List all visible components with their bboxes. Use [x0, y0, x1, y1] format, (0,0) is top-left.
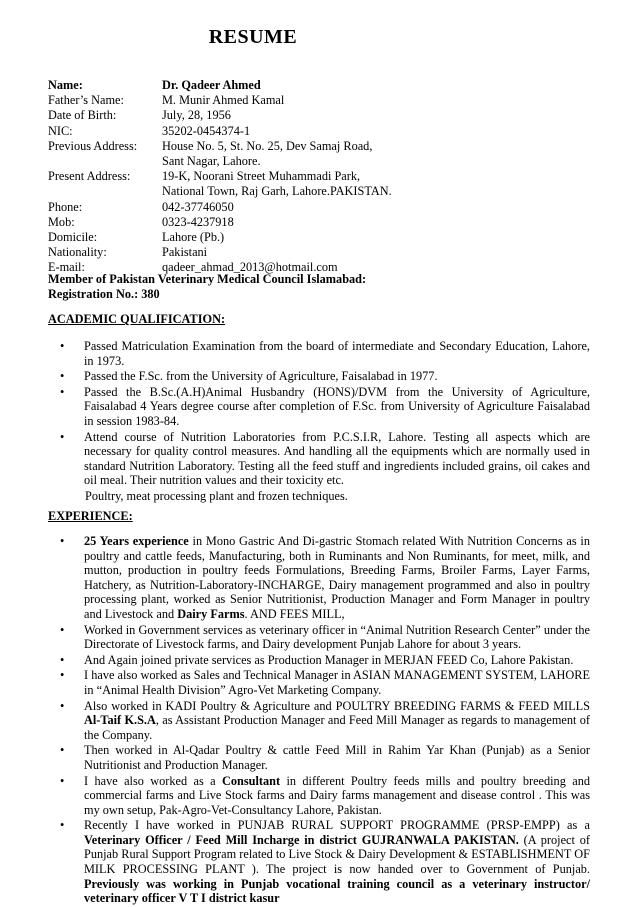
- info-value: Lahore (Pb.): [162, 230, 225, 245]
- text-run: in Mono Gastric And Di-gastric Stomach related With Nutrition Concerns as in poultry and cattle feeds, Manufacturing, both in Ruminants and Non Ruminants, for meet, milk, and mutton, production in poultry feeds Formulations, Breeding Farms, Broiler Farms, Layer Farms, Hatchery, as Nutrition-Laboratory-INCHARGE, Dairy management programmed and also in poultry processing plant, worked as Senior Nutritionist, Production Manager and Form Manager in poultry and Livestock and: [84, 534, 590, 621]
- info-label: Nationality:: [48, 245, 107, 260]
- list-item: [48, 774, 590, 818]
- bold-text: Veterinary Officer / Feed Mill Incharge in district GUJRANWALA PAKISTAN.: [84, 832, 519, 847]
- info-label: Present Address:: [48, 169, 131, 184]
- info-row-present-address: [48, 169, 608, 199]
- list-item-text: [84, 699, 590, 742]
- info-label: Name:: [48, 78, 83, 92]
- bullet-icon: •: [60, 339, 65, 353]
- info-row-previous-address: [48, 139, 608, 169]
- list-item-text: I have also worked as Sales and Technical Manager in ASIAN MANAGEMENT SYSTEM, LAHORE in “Animal Health Division” Agro-Vet Marketing Company.: [84, 668, 590, 697]
- info-row-mob: [48, 215, 608, 230]
- email-value: qadeer_ahmad_2013@hotmail.com: [162, 260, 338, 275]
- info-label: Phone:: [48, 199, 83, 214]
- info-row-father: [48, 93, 608, 108]
- bold-text: Consultant: [221, 773, 281, 788]
- bullet-icon: •: [60, 429, 65, 444]
- info-label: NIC:: [48, 123, 73, 138]
- list-item-text: Then worked in Al-Qadar Poultry & cattle Feed Mill in Rahim Yar Khan (Punjab) as a Senior Nutritionist and Production Manager.: [84, 743, 590, 772]
- academic-heading: ACADEMIC QUALIFICATION:: [48, 312, 226, 326]
- list-item: [48, 369, 590, 384]
- info-label: Domicile:: [48, 230, 98, 245]
- bold-text: Previously was working in Punjab vocational training council as a veterinary instructor/ veterinary officer V T I district kasur: [84, 876, 590, 906]
- info-value: House No. 5, St. No. 25, Dev Samaj Road, Sant Nagar, Lahore.: [162, 138, 373, 169]
- bold-text: 25 Years experience: [84, 534, 189, 548]
- info-row-domicile: [48, 230, 608, 245]
- info-value: 0323-4237918: [162, 214, 234, 229]
- council-line: Member of Pakistan Veterinary Medical Council Islamabad:: [48, 272, 367, 286]
- list-item-text: [84, 534, 590, 621]
- bullet-icon: •: [60, 369, 65, 384]
- council-membership: [48, 272, 366, 302]
- info-value: Pakistani: [162, 245, 208, 260]
- text-run: (A project of Punjab Rural Support Program related to Live Stock & Dairy Development & ESTABLISHMENT OF MILK PROCESSING PLANT ). The project is now handed over to Government of Punjab.: [84, 832, 590, 877]
- list-item: [48, 623, 590, 652]
- bullet-icon: •: [60, 818, 65, 833]
- list-item: [48, 818, 590, 906]
- bullet-icon: •: [60, 652, 65, 667]
- text-run: in different Poultry feeds mills and poultry breeding and commercial farms and Live Stock farms and Dairy farms management and disease control . This was my own setup, Pak-Agro-Vet-Consultancy Lahore, Pakistan.: [84, 773, 590, 817]
- info-label: Date of Birth:: [48, 108, 117, 123]
- bold-text: Al-Taif K.S.A: [84, 713, 156, 728]
- info-label: Previous Address:: [48, 138, 138, 153]
- bullet-icon: •: [60, 622, 65, 637]
- text-run: Recently I have worked in PUNJAB RURAL SUPPORT PROGRAMME (PRSP-EMPP) as a: [84, 818, 590, 833]
- info-value: 042-37746050: [162, 199, 234, 214]
- list-item-text: Passed the F.Sc. from the University of Agriculture, Faisalabad in 1977.: [84, 369, 438, 384]
- experience-heading: EXPERIENCE:: [48, 509, 133, 523]
- list-item: [48, 430, 590, 488]
- info-row-name: [48, 78, 608, 93]
- list-item: [48, 339, 590, 368]
- info-row-nationality: [48, 245, 608, 260]
- resume-title: [0, 26, 638, 49]
- bullet-icon: •: [60, 534, 65, 548]
- list-item: [48, 743, 590, 772]
- resume-title-text: RESUME: [208, 26, 298, 48]
- list-item-text: [84, 818, 590, 905]
- text-run: Also worked in KADI Poultry & Agriculture and POULTRY BREEDING FARMS & FEED MILLS: [84, 698, 590, 713]
- list-item-text: Worked in Government services as veterinary officer in “Animal Nutrition Research Center” under the Directorate of Livestock farms, and Dairy development Punjab Lahore for about 3 years.: [84, 622, 590, 652]
- list-item-text: [84, 774, 590, 817]
- bullet-icon: •: [60, 773, 65, 788]
- text-run: . AND FEES MILL,: [244, 606, 345, 621]
- academic-list: [48, 339, 590, 504]
- info-value: Dr. Qadeer Ahmed: [162, 78, 261, 92]
- info-value: M. Munir Ahmed Kamal: [162, 93, 285, 108]
- registration-line: Registration No.: 380: [48, 287, 160, 302]
- list-item-text: Attend course of Nutrition Laboratories from P.C.S.I.R, Lahore. Testing all aspects which are necessary for quality control measures. And handling all the equipments which are normally used in standard Nutrition Laboratory. Testing all the feed stuff and ingredients included grains, oil cakes and oil meal. Their nutrition values and their toxicity etc.: [84, 429, 590, 488]
- list-item-text: Passed Matriculation Examination from the board of intermediate and Secondary Education, Lahore, in 1973.: [84, 339, 590, 368]
- personal-info: [48, 78, 608, 276]
- info-label: Father’s Name:: [48, 93, 124, 108]
- list-item-text: Passed the B.Sc.(A.H)Animal Husbandry (HONS)/DVM from the University of Agriculture, Faisalabad 4 Years degree course after completion of F.Sc. from University of Agriculture Faisalabad in session 1983-84.: [84, 384, 590, 428]
- info-value: July, 28, 1956: [162, 108, 231, 123]
- text-run: , as Assistant Production Manager and Feed Mill Manager as regards to management of the Company.: [84, 713, 590, 742]
- info-row-phone: [48, 200, 608, 215]
- bullet-icon: •: [60, 698, 65, 713]
- text-run: I have also worked as a: [84, 773, 222, 788]
- experience-list: [48, 534, 590, 907]
- list-item: [48, 534, 590, 622]
- academic-tail-text: Poultry, meat processing plant and frozen techniques.: [85, 488, 348, 503]
- list-item: [48, 668, 590, 697]
- list-item-text: And Again joined private services as Production Manager in MERJAN FEED Co, Lahore Pakistan.: [84, 652, 574, 667]
- bold-text: Dairy Farms: [177, 606, 245, 621]
- bullet-icon: •: [60, 384, 65, 399]
- list-item: [48, 385, 590, 429]
- info-row-nic: [48, 124, 608, 139]
- info-label: Mob:: [48, 214, 75, 229]
- info-row-dob: [48, 108, 608, 123]
- list-item: [48, 653, 590, 668]
- info-value: 35202-0454374-1: [162, 123, 251, 138]
- info-label: E-mail:: [48, 260, 85, 275]
- bullet-icon: •: [60, 743, 65, 758]
- bullet-icon: •: [60, 668, 65, 683]
- list-item: [48, 699, 590, 743]
- info-value: 19-K, Noorani Street Muhammadi Park, National Town, Raj Garh, Lahore.PAKISTAN.: [162, 169, 392, 199]
